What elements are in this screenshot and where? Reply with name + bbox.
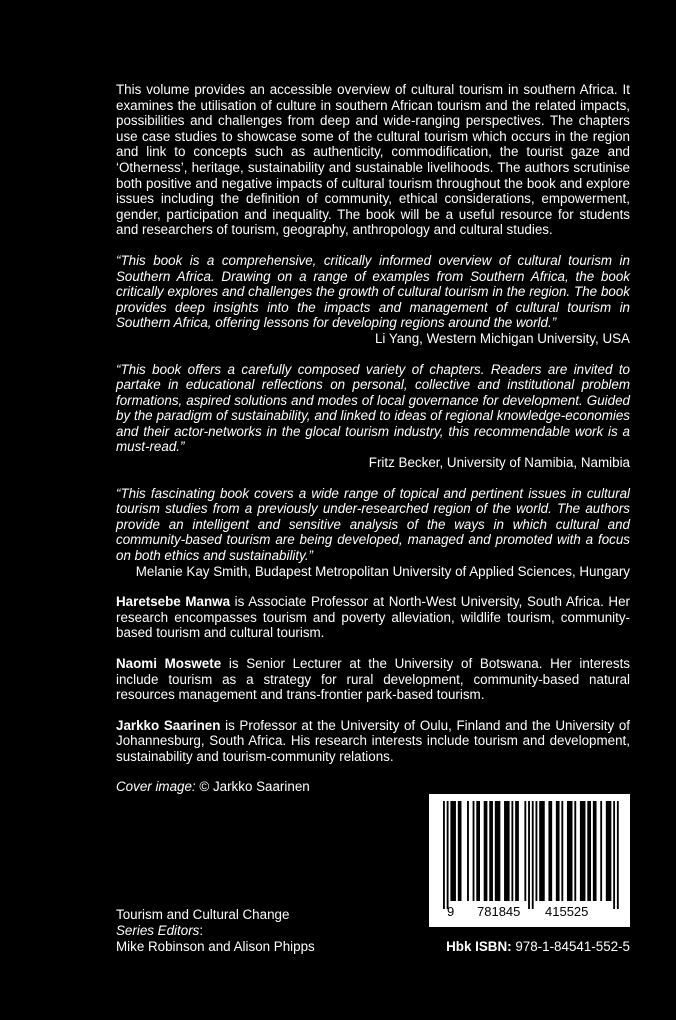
author-name: Haretsebe Manwa bbox=[116, 594, 231, 610]
barcode-guard-bar bbox=[532, 801, 534, 909]
barcode-guard-bar bbox=[613, 801, 615, 909]
cover-image-label: Cover image: bbox=[116, 778, 196, 794]
barcode-bar bbox=[574, 801, 576, 901]
barcode-bar bbox=[606, 801, 612, 901]
barcode-bar bbox=[515, 801, 519, 901]
isbn-number: 978-1-84541-552-5 bbox=[511, 939, 630, 954]
cover-image-credit bbox=[116, 779, 630, 795]
endorsement-attribution: Li Yang, Western Michigan University, USA bbox=[374, 330, 630, 346]
barcode-guard-bar bbox=[443, 801, 445, 909]
endorsement-text: “This fascinating book covers a wide range of topical and pertinent issues in cultural tourism studies from a previously under-researched region of the world. The authors provide an intelligent and sensitive analysis of the ways in which cultural and community-based tourism are being developed, managed and promoted with a focus on both ethics and sustainability.” bbox=[116, 485, 630, 564]
endorsement bbox=[116, 486, 630, 580]
barcode-digits bbox=[429, 902, 630, 924]
barcode-bar bbox=[524, 801, 526, 901]
endorsement-attribution: Fritz Becker, University of Namibia, Namibia bbox=[368, 455, 630, 471]
author-bio-text: is Senior Lecturer at the University of Botswana. Her interests include tourism as a strategy for rural development, community-based natural resources management and trans-frontier park-based tourism. bbox=[116, 656, 630, 703]
author-bio bbox=[116, 718, 630, 765]
endorsement-text: “This book is a comprehensive, critically informed overview of cultural tourism in Southern Africa. Drawing on a range of examples from Southern Africa, the book critically explores and challenges the growth of cultural tourism in the region. The book provides deep insights into the impacts and management of cultural tourism in Southern Africa, offering lessons for developing regions around the world.” bbox=[116, 252, 630, 331]
barcode-bar bbox=[536, 801, 538, 901]
barcode-guard-bar bbox=[617, 801, 619, 909]
author-bio bbox=[116, 594, 630, 641]
barcode-bar bbox=[600, 801, 602, 901]
barcode-bar bbox=[484, 801, 488, 901]
barcode-lead-digit: 9 bbox=[447, 904, 455, 919]
barcode-bar bbox=[567, 801, 573, 901]
author-bio-text: is Professor at the University of Oulu, Finland and the University of Johannesburg, South Africa. His research interests include tourism and development, sustainability and tourism-community relations. bbox=[116, 717, 630, 764]
isbn bbox=[443, 939, 630, 955]
series-name: Tourism and Cultural Change bbox=[116, 907, 290, 922]
author-name: Jarkko Saarinen bbox=[116, 717, 221, 733]
barcode-bar bbox=[450, 801, 456, 901]
barcode-guard-bar bbox=[528, 801, 530, 909]
barcode-bar bbox=[511, 801, 513, 901]
barcode-bar bbox=[548, 801, 552, 901]
series-editors-heading bbox=[116, 923, 315, 939]
back-cover-text bbox=[116, 82, 630, 794]
barcode-bar bbox=[504, 801, 510, 901]
author-bio-text: is Associate Professor at North-West University, South Africa. Her research encompasses tourism and poverty alleviation, wildlife tourism, community-based tourism and cultural tourism. bbox=[116, 594, 631, 641]
book-description: This volume provides an accessible overview of cultural tourism in southern Africa. It examines the utilisation of culture in southern African tourism and the related impacts, possibilities and challenges from deep and wide-ranging perspectives. The chapters use case studies to showcase some of the cultural tourism which occurs in the region and link to concepts such as authenticity, commodification, the tourist gaze and ‘Otherness’, heritage, sustainability and sustainable livelihoods. The authors scrutinise both positive and negative impacts of cultural tourism throughout the book and explore issues including the definition of community, ethical considerations, empowerment, gender, participation and inequality. The book will be a useful resource for students and researchers of tourism, geography, anthropology and cultural studies. bbox=[116, 82, 630, 238]
barcode-guard-bar bbox=[447, 801, 449, 909]
barcode-bar bbox=[458, 801, 462, 901]
series-info bbox=[116, 907, 315, 955]
barcode-right-digits: 415525 bbox=[545, 904, 589, 919]
barcode-bar bbox=[489, 801, 493, 901]
author-bio bbox=[116, 656, 630, 703]
endorsement-text: “This book offers a carefully composed variety of chapters. Readers are invited to partake in educational reflections on personal, collective and institutional problem formations, aspired solutions and modes of local governance for development. Guided by the paradigm of sustainability, and linked to ideas of regional knowledge-economies and their actor-networks in the glocal tourism industry, this recommendable work is a must-read.” bbox=[116, 361, 630, 455]
endorsement-attribution: Melanie Kay Smith, Budapest Metropolitan University of Applied Sciences, Hungary bbox=[135, 563, 630, 579]
barcode-bar bbox=[467, 801, 469, 901]
barcode-bar bbox=[539, 801, 545, 901]
barcode-bar bbox=[473, 801, 475, 901]
barcode-bar bbox=[593, 801, 597, 901]
series-editors-colon: : bbox=[199, 923, 204, 938]
barcode-bar bbox=[556, 801, 560, 901]
barcode-bar bbox=[495, 801, 501, 901]
author-name: Naomi Moswete bbox=[116, 656, 222, 671]
barcode-bar bbox=[587, 801, 591, 901]
isbn-label: Hbk ISBN: bbox=[446, 939, 512, 954]
series-editors: Mike Robinson and Alison Phipps bbox=[116, 939, 315, 954]
barcode-bar bbox=[561, 801, 563, 901]
series-editors-label: Series Editors bbox=[116, 923, 200, 938]
isbn-barcode bbox=[429, 794, 630, 927]
cover-image-credit-text: © Jarkko Saarinen bbox=[195, 778, 310, 794]
endorsement bbox=[116, 362, 630, 471]
endorsement bbox=[116, 253, 630, 347]
barcode-bar bbox=[476, 801, 480, 901]
barcode-bar bbox=[580, 801, 586, 901]
barcode-left-digits: 781845 bbox=[477, 904, 521, 919]
